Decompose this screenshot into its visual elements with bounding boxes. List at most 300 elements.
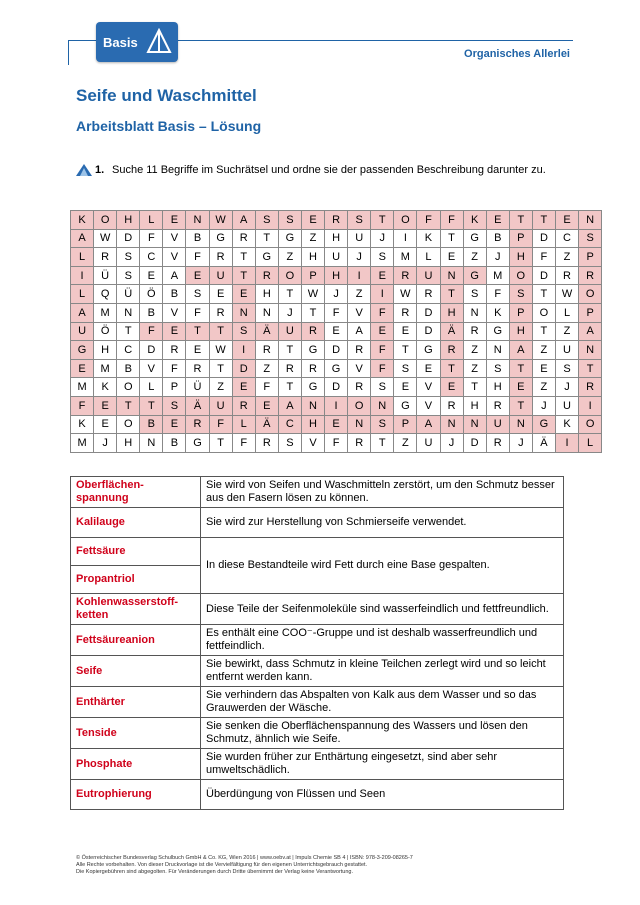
grid-cell: E	[555, 211, 578, 230]
footer-line: © Österreichischer Bundesverlag Schulbuch GmbH & Co. KG, Wien 2016 | www.oebv.at | Impuls Chemie SB 4 | ISBN: 978-3-209-08265-7	[76, 855, 413, 861]
grid-cell: Ö	[140, 285, 163, 304]
grid-cell: E	[232, 378, 255, 397]
grid-cell: Z	[555, 322, 578, 341]
grid-cell: K	[71, 415, 94, 434]
grid-cell: O	[532, 303, 555, 322]
grid-cell: H	[486, 378, 509, 397]
grid-cell: G	[325, 359, 348, 378]
grid-cell: Z	[463, 248, 486, 267]
grid-cell: T	[579, 359, 602, 378]
grid-cell: R	[255, 434, 278, 453]
grid-cell: U	[555, 396, 578, 415]
grid-cell: E	[371, 266, 394, 285]
grid-cell: F	[440, 211, 463, 230]
grid-cell: R	[348, 378, 371, 397]
grid-cell: A	[278, 396, 301, 415]
grid-cell: Ä	[532, 434, 555, 453]
grid-cell: U	[209, 266, 232, 285]
grid-row	[71, 415, 602, 434]
grid-cell: D	[532, 266, 555, 285]
grid-cell: E	[94, 396, 117, 415]
grid-cell: L	[555, 303, 578, 322]
grid-cell: A	[348, 322, 371, 341]
grid-cell: E	[394, 378, 417, 397]
grid-cell: J	[509, 434, 532, 453]
grid-row	[71, 434, 602, 453]
answer-term: Fettsäureanion	[71, 625, 201, 656]
answer-description: Sie bewirkt, dass Schmutz in kleine Teilchen zerlegt wird und so leicht entfernt werden kann.	[201, 656, 564, 687]
level-triangle-icon	[76, 164, 92, 176]
grid-cell: P	[163, 378, 186, 397]
grid-cell: E	[163, 415, 186, 434]
grid-cell: T	[440, 359, 463, 378]
grid-cell: F	[371, 303, 394, 322]
grid-cell: R	[579, 266, 602, 285]
grid-cell: G	[463, 266, 486, 285]
grid-cell: E	[509, 378, 532, 397]
grid-cell: E	[440, 248, 463, 267]
grid-cell: R	[555, 266, 578, 285]
answer-description: Sie wird zur Herstellung von Schmierseife verwendet.	[201, 508, 564, 538]
grid-cell: Z	[209, 378, 232, 397]
grid-cell: N	[440, 266, 463, 285]
grid-cell: L	[232, 415, 255, 434]
grid-cell: T	[440, 229, 463, 248]
footer-line: Alle Rechte vorbehalten. Von dieser Druckvorlage ist die Vervielfältigung für den eigenen Unterrichtsgebrauch gestattet.	[76, 862, 368, 868]
grid-cell: R	[486, 396, 509, 415]
grid-cell: N	[463, 415, 486, 434]
grid-cell: W	[394, 285, 417, 304]
answer-term: Phosphate	[71, 749, 201, 780]
grid-cell: Ä	[440, 322, 463, 341]
grid-cell: J	[278, 303, 301, 322]
grid-cell: I	[394, 229, 417, 248]
grid-cell: I	[555, 434, 578, 453]
grid-cell: Z	[532, 341, 555, 360]
grid-cell: R	[463, 322, 486, 341]
grid-cell: G	[71, 341, 94, 360]
answer-row	[71, 508, 564, 538]
grid-cell: H	[509, 248, 532, 267]
grid-cell: E	[163, 211, 186, 230]
grid-cell: Ö	[94, 322, 117, 341]
grid-cell: R	[163, 341, 186, 360]
grid-cell: M	[94, 359, 117, 378]
answer-row	[71, 538, 564, 566]
grid-cell: F	[325, 303, 348, 322]
grid-cell: J	[532, 396, 555, 415]
grid-cell: V	[163, 248, 186, 267]
grid-cell: R	[232, 229, 255, 248]
grid-cell: Ü	[94, 266, 117, 285]
grid-cell: I	[325, 396, 348, 415]
grid-cell: Z	[463, 359, 486, 378]
grid-cell: T	[140, 396, 163, 415]
grid-cell: N	[509, 415, 532, 434]
answer-row	[71, 687, 564, 718]
grid-cell: Z	[301, 229, 324, 248]
grid-cell: F	[186, 248, 209, 267]
grid-cell: O	[579, 415, 602, 434]
grid-cell: L	[579, 434, 602, 453]
grid-cell: L	[71, 285, 94, 304]
grid-cell: W	[555, 285, 578, 304]
grid-cell: N	[348, 415, 371, 434]
grid-cell: P	[509, 229, 532, 248]
grid-cell: C	[278, 415, 301, 434]
grid-cell: K	[486, 303, 509, 322]
grid-cell: D	[325, 341, 348, 360]
grid-row	[71, 341, 602, 360]
grid-cell: R	[255, 266, 278, 285]
grid-cell: F	[255, 378, 278, 397]
grid-cell: P	[394, 415, 417, 434]
grid-cell: U	[348, 229, 371, 248]
grid-row	[71, 359, 602, 378]
grid-cell: P	[301, 266, 324, 285]
grid-cell: F	[186, 303, 209, 322]
grid-cell: E	[440, 378, 463, 397]
grid-cell: I	[348, 266, 371, 285]
grid-cell: D	[417, 303, 440, 322]
grid-cell: C	[140, 248, 163, 267]
grid-cell: E	[325, 415, 348, 434]
topic-label: Organisches Allerlei	[464, 48, 570, 60]
grid-cell: H	[255, 285, 278, 304]
grid-cell: R	[301, 359, 324, 378]
grid-cell: R	[486, 434, 509, 453]
grid-cell: R	[440, 396, 463, 415]
grid-cell: O	[509, 266, 532, 285]
grid-cell: H	[325, 266, 348, 285]
grid-cell: U	[325, 248, 348, 267]
grid-cell: E	[140, 266, 163, 285]
footer-line: Die Kopiergebühren sind abgegolten. Für Veränderungen durch Dritte übernimmt der Verlag keine Verantwortung.	[76, 869, 354, 875]
grid-cell: O	[579, 285, 602, 304]
grid-cell: S	[371, 248, 394, 267]
grid-cell: V	[417, 396, 440, 415]
grid-cell: S	[278, 434, 301, 453]
grid-cell: T	[509, 359, 532, 378]
grid-cell: J	[94, 434, 117, 453]
grid-cell: V	[163, 229, 186, 248]
grid-cell: D	[232, 359, 255, 378]
grid-cell: Ü	[117, 285, 140, 304]
grid-cell: S	[117, 248, 140, 267]
publisher-logo	[96, 22, 178, 62]
answer-description: Sie wird von Seifen und Waschmitteln zerstört, um den Schmutz besser aus den Fasern lösen zu können.	[201, 477, 564, 508]
grid-cell: E	[255, 396, 278, 415]
grid-row	[71, 396, 602, 415]
grid-cell: T	[509, 396, 532, 415]
grid-cell: T	[532, 322, 555, 341]
grid-cell: G	[255, 248, 278, 267]
grid-cell: R	[94, 248, 117, 267]
grid-cell: S	[117, 266, 140, 285]
grid-cell: E	[486, 211, 509, 230]
grid-cell: H	[301, 248, 324, 267]
grid-cell: A	[71, 303, 94, 322]
grid-cell: R	[209, 303, 232, 322]
grid-cell: L	[71, 248, 94, 267]
grid-cell: D	[117, 229, 140, 248]
grid-cell: F	[371, 341, 394, 360]
grid-cell: A	[71, 229, 94, 248]
grid-cell: L	[140, 378, 163, 397]
grid-cell: F	[486, 285, 509, 304]
grid-cell: F	[71, 396, 94, 415]
grid-cell: T	[209, 434, 232, 453]
grid-row	[71, 211, 602, 230]
grid-cell: T	[532, 211, 555, 230]
answer-row	[71, 594, 564, 625]
grid-cell: M	[486, 266, 509, 285]
grid-cell: O	[94, 211, 117, 230]
grid-cell: U	[209, 396, 232, 415]
grid-cell: Ü	[186, 378, 209, 397]
grid-cell: E	[94, 415, 117, 434]
grid-cell: S	[348, 211, 371, 230]
grid-cell: J	[371, 229, 394, 248]
grid-cell: R	[209, 248, 232, 267]
grid-cell: T	[394, 341, 417, 360]
grid-cell: N	[371, 396, 394, 415]
grid-cell: H	[509, 322, 532, 341]
grid-cell: V	[348, 303, 371, 322]
grid-cell: N	[579, 341, 602, 360]
grid-cell: D	[532, 229, 555, 248]
grid-row	[71, 285, 602, 304]
grid-cell: U	[278, 322, 301, 341]
grid-cell: T	[532, 285, 555, 304]
answer-term: Tenside	[71, 718, 201, 749]
answer-description: Sie wurden früher zur Enthärtung eingesetzt, sind aber sehr umweltschädlich.	[201, 749, 564, 780]
grid-row	[71, 378, 602, 397]
grid-cell: M	[71, 378, 94, 397]
grid-cell: U	[71, 322, 94, 341]
grid-cell: V	[348, 359, 371, 378]
grid-cell: E	[232, 285, 255, 304]
grid-cell: T	[301, 303, 324, 322]
grid-cell: F	[163, 359, 186, 378]
grid-cell: O	[394, 211, 417, 230]
grid-cell: W	[209, 211, 232, 230]
answer-term: Kalilauge	[71, 508, 201, 538]
grid-cell: I	[71, 266, 94, 285]
grid-cell: Ä	[186, 396, 209, 415]
grid-cell: N	[255, 303, 278, 322]
grid-cell: D	[325, 378, 348, 397]
grid-cell: Ä	[255, 415, 278, 434]
grid-cell: S	[371, 415, 394, 434]
grid-cell: W	[301, 285, 324, 304]
grid-cell: G	[186, 434, 209, 453]
grid-cell: U	[417, 434, 440, 453]
grid-cell: E	[163, 322, 186, 341]
grid-cell: K	[71, 211, 94, 230]
grid-cell: F	[532, 248, 555, 267]
grid-cell: D	[463, 434, 486, 453]
answer-row	[71, 625, 564, 656]
answer-term: Seife	[71, 656, 201, 687]
grid-cell: A	[417, 415, 440, 434]
grid-cell: J	[325, 285, 348, 304]
grid-cell: D	[417, 322, 440, 341]
grid-cell: R	[348, 341, 371, 360]
grid-cell: R	[232, 396, 255, 415]
grid-cell: G	[209, 229, 232, 248]
grid-cell: S	[463, 285, 486, 304]
grid-cell: H	[440, 303, 463, 322]
grid-cell: C	[117, 341, 140, 360]
grid-cell: F	[417, 211, 440, 230]
grid-cell: E	[417, 359, 440, 378]
grid-cell: D	[140, 341, 163, 360]
grid-cell: P	[509, 303, 532, 322]
grid-cell: G	[417, 341, 440, 360]
grid-cell: N	[486, 341, 509, 360]
answer-row	[71, 749, 564, 780]
grid-cell: F	[232, 434, 255, 453]
answer-description: Diese Teile der Seifenmoleküle sind wasserfeindlich und fettfreundlich.	[201, 594, 564, 625]
grid-cell: T	[255, 229, 278, 248]
grid-cell: Q	[94, 285, 117, 304]
page-subtitle: Arbeitsblatt Basis – Lösung	[76, 118, 262, 134]
grid-cell: Z	[348, 285, 371, 304]
grid-cell: K	[463, 211, 486, 230]
grid-cell: B	[486, 229, 509, 248]
grid-cell: R	[186, 359, 209, 378]
grid-cell: N	[440, 415, 463, 434]
grid-cell: Z	[463, 341, 486, 360]
grid-cell: U	[417, 266, 440, 285]
grid-cell: W	[94, 229, 117, 248]
grid-cell: B	[186, 229, 209, 248]
grid-cell: U	[555, 341, 578, 360]
grid-cell: R	[255, 341, 278, 360]
grid-cell: Z	[255, 359, 278, 378]
answer-description: In diese Bestandteile wird Fett durch eine Base gespalten.	[201, 538, 564, 594]
grid-cell: Z	[394, 434, 417, 453]
grid-cell: L	[417, 248, 440, 267]
grid-cell: G	[301, 341, 324, 360]
grid-cell: V	[140, 359, 163, 378]
grid-cell: V	[163, 303, 186, 322]
answer-row	[71, 780, 564, 810]
task-text: Suche 11 Begriffe im Suchrätsel und ordne sie der passenden Beschreibung darunter zu.	[112, 164, 546, 176]
grid-cell: W	[209, 341, 232, 360]
grid-cell: I	[579, 396, 602, 415]
grid-cell: Z	[555, 248, 578, 267]
grid-cell: Z	[278, 248, 301, 267]
grid-cell: G	[394, 396, 417, 415]
grid-cell: R	[579, 378, 602, 397]
grid-cell: N	[301, 396, 324, 415]
grid-cell: C	[555, 229, 578, 248]
answer-term: Kohlenwasserstoff- ketten	[71, 594, 201, 625]
grid-cell: T	[232, 248, 255, 267]
grid-cell: O	[278, 266, 301, 285]
grid-cell: N	[579, 211, 602, 230]
grid-cell: E	[532, 359, 555, 378]
grid-cell: A	[509, 341, 532, 360]
answer-description: Sie verhindern das Abspalten von Kalk aus dem Wasser und so das Grauwerden der Wäsche.	[201, 687, 564, 718]
grid-cell: O	[117, 378, 140, 397]
grid-cell: R	[394, 266, 417, 285]
grid-cell: H	[325, 229, 348, 248]
grid-cell: F	[140, 322, 163, 341]
word-search-grid	[70, 210, 602, 453]
grid-cell: M	[394, 248, 417, 267]
grid-cell: S	[394, 359, 417, 378]
grid-cell: I	[371, 285, 394, 304]
logo-triangle-icon	[146, 28, 172, 54]
grid-cell: E	[186, 266, 209, 285]
grid-cell: S	[255, 211, 278, 230]
grid-cell: T	[371, 434, 394, 453]
answer-term: Propantriol	[71, 566, 201, 594]
grid-cell: N	[117, 303, 140, 322]
answer-row	[71, 718, 564, 749]
grid-cell: G	[463, 229, 486, 248]
grid-cell: L	[140, 211, 163, 230]
grid-cell: K	[94, 378, 117, 397]
grid-row	[71, 266, 602, 285]
grid-cell: T	[371, 211, 394, 230]
grid-cell: R	[186, 415, 209, 434]
grid-row	[71, 322, 602, 341]
grid-cell: T	[117, 322, 140, 341]
grid-cell: S	[278, 211, 301, 230]
copyright-footer	[76, 855, 413, 876]
grid-cell: F	[209, 415, 232, 434]
grid-cell: J	[555, 378, 578, 397]
grid-cell: F	[325, 434, 348, 453]
grid-cell: T	[278, 341, 301, 360]
grid-cell: R	[394, 303, 417, 322]
grid-cell: T	[186, 322, 209, 341]
grid-cell: H	[117, 211, 140, 230]
grid-cell: T	[440, 285, 463, 304]
answer-row	[71, 477, 564, 508]
grid-cell: B	[163, 285, 186, 304]
grid-cell: S	[371, 378, 394, 397]
answer-term: Eutrophierung	[71, 780, 201, 810]
grid-cell: O	[117, 415, 140, 434]
grid-cell: J	[440, 434, 463, 453]
grid-cell: I	[232, 341, 255, 360]
grid-cell: B	[117, 359, 140, 378]
grid-cell: T	[463, 378, 486, 397]
grid-cell: S	[555, 359, 578, 378]
grid-cell: R	[325, 211, 348, 230]
answer-term: Fettsäure	[71, 538, 201, 566]
grid-cell: A	[579, 322, 602, 341]
answer-term: Oberflächen- spannung	[71, 477, 201, 508]
grid-cell: J	[348, 248, 371, 267]
grid-cell: A	[163, 266, 186, 285]
answer-row	[71, 656, 564, 687]
grid-cell: S	[232, 322, 255, 341]
grid-cell: R	[348, 434, 371, 453]
grid-cell: T	[117, 396, 140, 415]
grid-cell: B	[140, 303, 163, 322]
answer-description: Es enthält eine COO⁻-Gruppe und ist deshalb wasserfreundlich und fettfeindlich.	[201, 625, 564, 656]
grid-cell: M	[94, 303, 117, 322]
grid-cell: T	[509, 211, 532, 230]
grid-cell: V	[301, 434, 324, 453]
grid-cell: E	[209, 285, 232, 304]
